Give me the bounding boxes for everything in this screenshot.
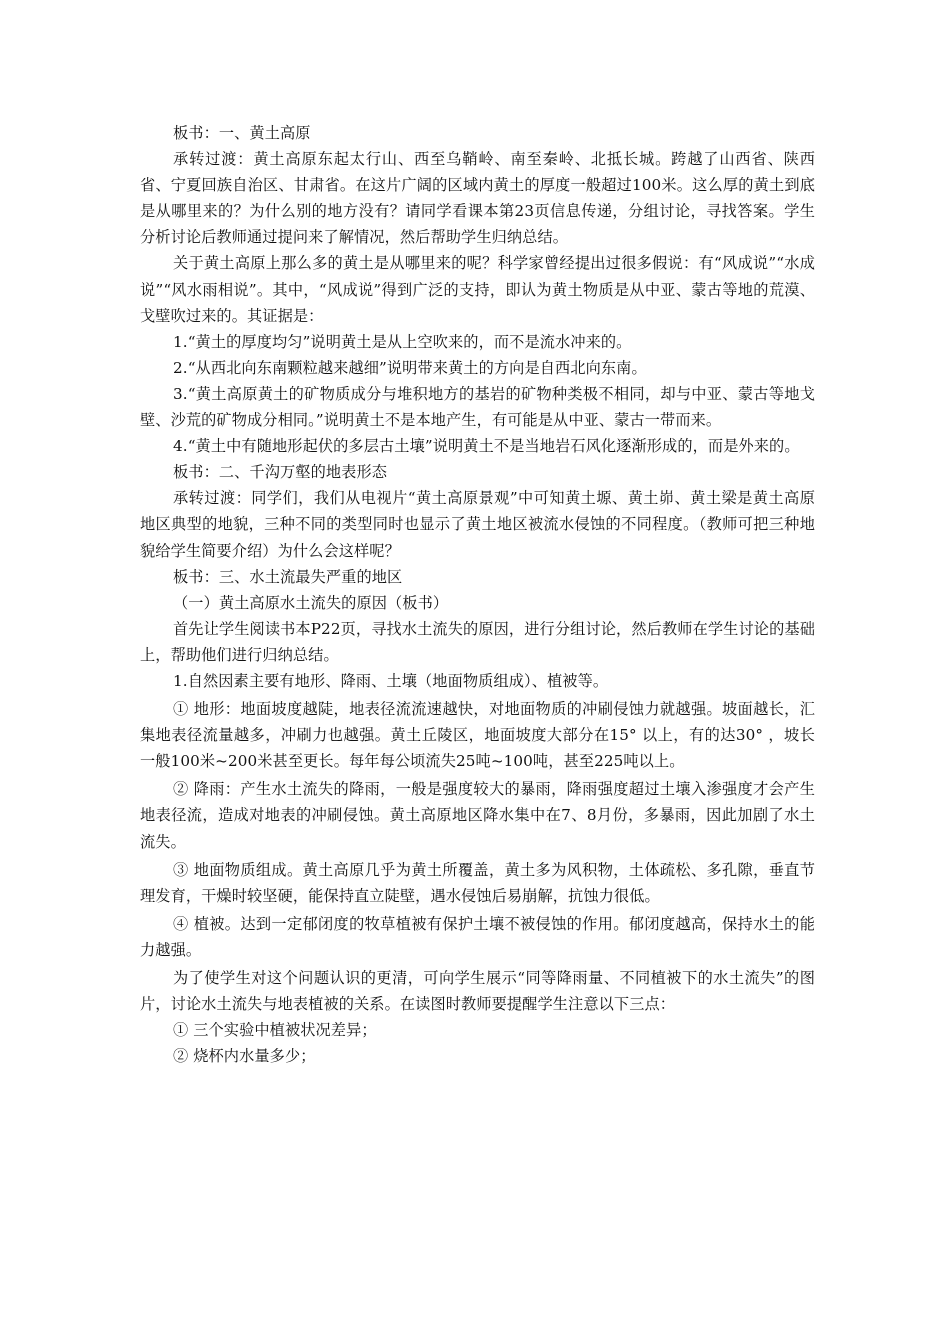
transition-paragraph-2: 承转过渡：同学们，我们从电视片“黄土高原景观”中可知黄土塬、黄土峁、黄土梁是黄土高原地区典型的地貌，三种不同的类型同时也显示了黄土地区被流水侵蚀的不同程度。（教师可把三种地貌给学生简要介绍）为什么会这样呢？	[140, 489, 815, 560]
natural-factors-paragraph: 1.自然因素主要有地形、降雨、土壤（地面物质组成）、植被等。	[173, 671, 609, 690]
origin-hypotheses-paragraph: 关于黄土高原上那么多的黄土是从哪里来的呢？科学家曾经提出过很多假说：有“风成说”“水成说”“风水雨相说”。其中，“风成说”得到广泛的支持，即认为黄土物质是从中亚、蒙古等地的荒漠、戈壁吹过来的。其证据是：	[140, 254, 815, 325]
evidence-item-3: 3.“黄土高原黄土的矿物质成分与堆积地方的基岩的矿物种类极不相同，却与中亚、蒙古等地戈壁、沙荒的矿物成分相同。”说明黄土不是本地产生，有可能是从中亚、蒙古一带而来。	[140, 384, 815, 430]
factor-rainfall: ② 降雨：产生水土流失的降雨，一般是强度较大的暴雨，降雨强度超过土壤入渗强度才会产生地表径流，造成对地表的冲刷侵蚀。黄土高原地区降水集中在7、8月份，多暴雨，因此加剧了水土流失。	[140, 780, 815, 851]
factor-vegetation: ④ 植被。达到一定郁闭度的牧草植被有保护土壤不被侵蚀的作用。郁闭度越高，保持水土的能力越强。	[140, 914, 815, 959]
evidence-item-4: 4.“黄土中有随地形起伏的多层古土壤”说明黄土不是当地岩石风化逐渐形成的，而是外来的。	[173, 437, 800, 456]
teaching-suggestion-paragraph: 为了使学生对这个问题认识的更清，可向学生展示“同等降雨量、不同植被下的水土流失”的图片，讨论水土流失与地表植被的关系。在读图时教师要提醒学生注意以下三点：	[140, 969, 815, 1014]
heading-loess-plateau: 板书：一、黄土高原	[173, 124, 311, 142]
transition-paragraph-1: 承转过渡：黄土高原东起太行山、西至乌鞘岭、南至秦岭、北抵长城。跨越了山西省、陕西省、宁夏回族自治区、甘肃省。在这片广阔的区域内黄土的厚度一般超过100米。这么厚的黄土到底是从哪里来的？为什么别的地方没有？请同学看课本第23页信息传递，分组讨论，寻找答案。学生分析讨论后教师通过提问来了解情况，然后帮助学生归纳总结。	[140, 150, 815, 247]
document-body	[140, 120, 815, 1069]
subheading-erosion-causes: （一）黄土高原水土流失的原因（板书）	[173, 593, 449, 612]
heading-landforms: 板书：二、千沟万壑的地表形态	[173, 463, 388, 482]
evidence-item-1: 1.“黄土的厚度均匀”说明黄土是从上空吹来的，而不是流水冲来的。	[173, 332, 632, 351]
factor-terrain: ① 地形：地面坡度越陡，地表径流流速越快，对地面物质的冲刷侵蚀力就越强。坡面越长，汇集地表径流量越多，冲刷力也越强。黄土丘陵区，地面坡度大部分在15° 以上，有的达30° ，坡长一般100米~200米甚至更长。每年每公顷流失25吨~100吨，甚至225吨以上。	[140, 700, 815, 771]
evidence-item-2: 2.“从西北向东南颗粒越来越细”说明带来黄土的方向是自西北向东南。	[173, 358, 647, 377]
heading-soil-erosion: 板书：三、水土流最失严重的地区	[173, 567, 403, 586]
factor-ground-material: ③ 地面物质组成。黄土高原几乎为黄土所覆盖，黄土多为风积物，土体疏松、多孔隙，垂直节理发育，干燥时较坚硬，能保持直立陡壁，遇水侵蚀后易崩解，抗蚀力很低。	[140, 860, 815, 905]
point-1: ① 三个实验中植被状况差异；	[173, 1021, 377, 1040]
point-2: ② 烧杯内水量多少；	[173, 1047, 316, 1066]
reading-task-paragraph: 首先让学生阅读书本P22页，寻找水土流失的原因，进行分组讨论，然后教师在学生讨论的基础上，帮助他们进行归纳总结。	[140, 619, 815, 664]
